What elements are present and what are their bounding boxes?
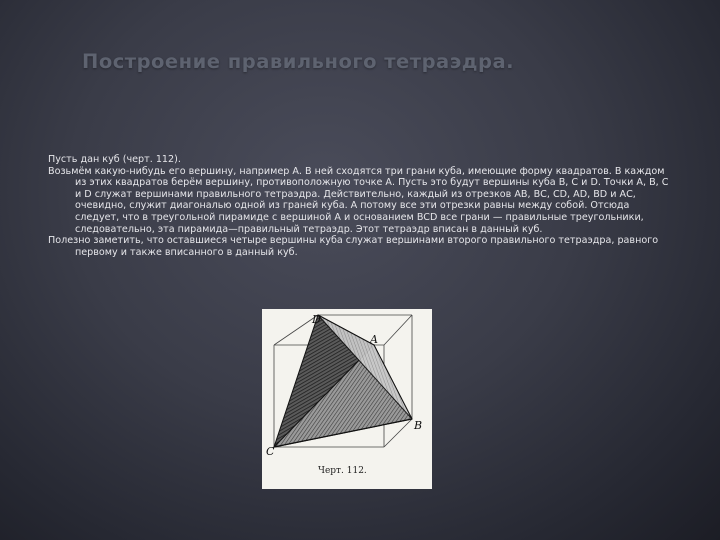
slide-body [48, 154, 673, 258]
cube-edge [384, 315, 412, 345]
slide-title: Построение правильного тетраэдра. [82, 50, 515, 73]
figure-caption: Черт. 112. [318, 466, 367, 476]
label-d: D [312, 313, 321, 326]
paragraph-2: Возьмём какую-нибудь его вершину, например А. В ней сходятся три грани куба, имеющие форму квадратов. В каждом из этих квадратов берём вершину, противоположную точке А. Пусть это будут вершины куба В, С и D. Точки А, В, С и D служат вершинами правильного тетраэдра. Действительно, каждый из отрезков АВ, ВС, CD, AD, BD и АС, очевидно, служит диагональю одной из граней куба. А потому все эти отрезки равны между собой. Отсюда следует, что в треугольной пирамиде с вершиной А и основанием BCD все грани — правильные треугольники, следовательно, эта пирамида—правильный тетраэдр. Этот тетраэдр вписан в данный куб. [48, 165, 669, 235]
paragraph-1: Пусть дан куб (черт. 112). [48, 154, 181, 165]
cube-tetrahedron-figure [262, 309, 432, 489]
figure-drawing [262, 309, 432, 489]
label-c: C [266, 445, 275, 458]
label-a: A [370, 333, 378, 346]
tetrahedron [274, 315, 412, 447]
paragraph-3: Полезно заметить, что оставшиеся четыре вершины куба служат вершинами второго правильного тетраэдра, равного первому и также вписанного в данный куб. [48, 235, 659, 258]
label-b: B [414, 419, 423, 432]
